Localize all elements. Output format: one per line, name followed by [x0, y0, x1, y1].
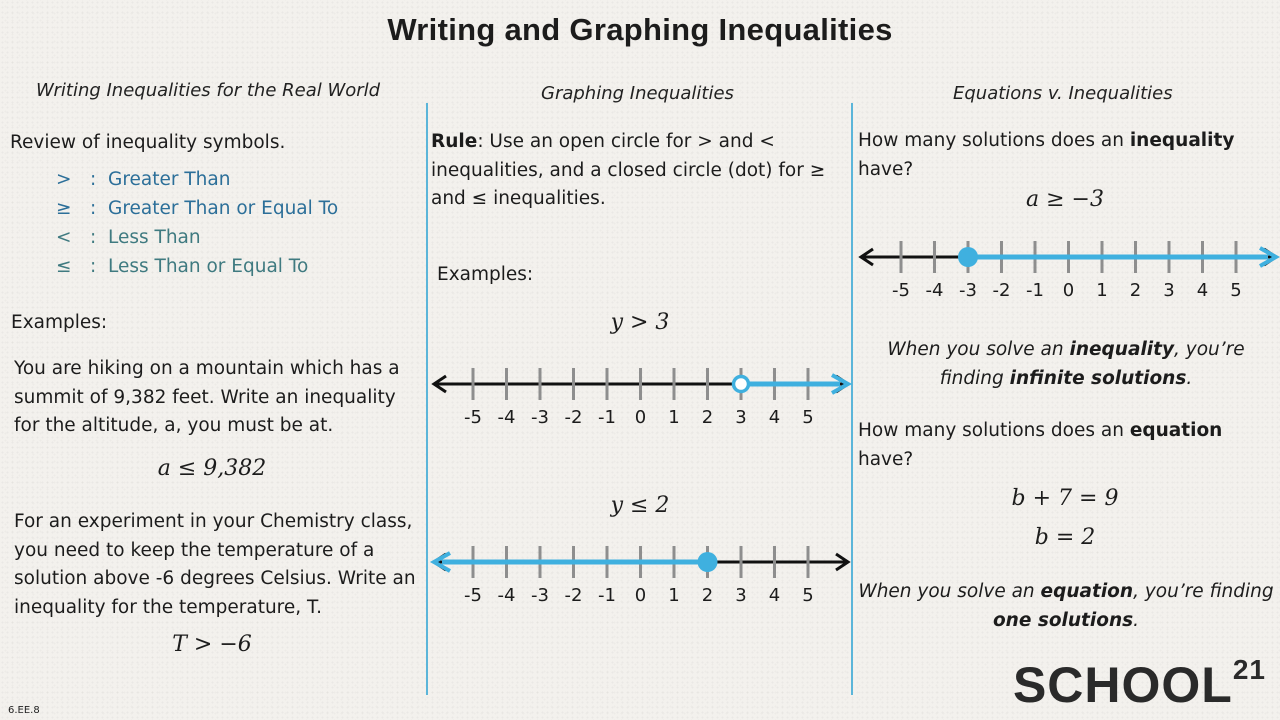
tick-label: 3: [735, 407, 747, 428]
col2-heading: Graphing Inequalities: [541, 83, 734, 104]
tick-label: -5: [464, 585, 482, 606]
symbol-label: Less Than: [108, 227, 201, 248]
tick-label: -2: [564, 585, 583, 606]
tick-label: 4: [768, 407, 781, 428]
symbol: ≤: [56, 256, 72, 277]
tick-label: 4: [768, 585, 781, 606]
open-circle: [734, 377, 749, 392]
number-line-y-le-2: [426, 537, 856, 612]
tick-label: -3: [531, 585, 549, 606]
question-inequality: How many solutions does an inequality have?: [858, 130, 1235, 180]
graph2-expression: y ≤ 2: [610, 493, 670, 518]
tick-label: 1: [1096, 280, 1108, 301]
tick-label: 2: [701, 585, 714, 606]
tick-label: 4: [1196, 280, 1209, 301]
tick-label: -3: [959, 280, 977, 301]
example2-answer: T > −6: [172, 632, 252, 657]
example1-text: You are hiking on a mountain which has a summit of 9,382 feet. Write an inequality for the altitude, a, you must be at.: [14, 358, 400, 436]
number-line-a-ge-neg3: [853, 232, 1280, 307]
tick-label: 5: [1230, 280, 1242, 301]
tick-label: -1: [1026, 280, 1044, 301]
tick-label: 1: [668, 585, 680, 606]
tick-label: 3: [1163, 280, 1175, 301]
note-equation: When you solve an equation, you’re finding one solutions.: [858, 581, 1274, 631]
tick-label: 2: [1129, 280, 1142, 301]
rule-label: Rule: [431, 131, 478, 152]
symbol-row-lt: < : Less Than: [56, 227, 201, 248]
number-line-y-gt-3: [426, 360, 856, 435]
example1-answer: a ≤ 9,382: [157, 456, 267, 481]
tick-label: -4: [925, 280, 944, 301]
col1-examples-label: Examples:: [11, 312, 108, 333]
symbol-row-gt: > : Greater Than: [56, 169, 231, 190]
tick-label: -3: [531, 407, 549, 428]
tick-label: 0: [634, 585, 647, 606]
col3-heading: Equations v. Inequalities: [953, 83, 1173, 104]
symbol: <: [56, 227, 72, 248]
tick-label: 2: [701, 407, 714, 428]
symbol: >: [56, 169, 72, 190]
tick-label: -2: [564, 407, 583, 428]
note-inequality: When you solve an inequality, you’re finding infinite solutions.: [887, 339, 1245, 389]
symbol-row-ge: ≥ : Greater Than or Equal To: [56, 198, 339, 219]
tick-label: -4: [497, 407, 516, 428]
school21-logo: SCHOOL$^{21}$: [1012, 654, 1266, 713]
tick-label: 1: [668, 407, 680, 428]
tick-label: -5: [464, 407, 482, 428]
symbol-label: Less Than or Equal To: [108, 256, 309, 277]
page-title: Writing and Graphing Inequalities: [387, 12, 893, 47]
tick-label: 5: [802, 407, 814, 428]
equation-step2: b = 2: [1034, 525, 1096, 550]
symbol-label: Greater Than: [108, 169, 231, 190]
example2-text: For an experiment in your Chemistry class, you need to keep the temperature of a solution above -6 degrees Celsius. Write an inequality for the temperature, T.: [14, 511, 416, 618]
rule-text: Rule: Use an open circle for > and < inequalities, and a closed circle (dot) for ≥ and ≤ inequalities.: [431, 131, 826, 209]
symbol: ≥: [56, 198, 72, 219]
tick-label: 0: [634, 407, 647, 428]
equation-step1: b + 7 = 9: [1011, 486, 1119, 511]
tick-label: -1: [598, 585, 616, 606]
symbol-row-le: ≤ : Less Than or Equal To: [56, 256, 309, 277]
standard-code: 6.EE.8: [8, 705, 40, 716]
graph1-expression: y > 3: [610, 310, 670, 335]
tick-label: 3: [735, 585, 747, 606]
col2-examples-label: Examples:: [437, 264, 534, 285]
symbol-label: Greater Than or Equal To: [108, 198, 339, 219]
col1-heading: Writing Inequalities for the Real World: [36, 80, 381, 101]
tick-label: -1: [598, 407, 616, 428]
tick-label: 5: [802, 585, 814, 606]
symbol-list: [56, 169, 338, 285]
col1-intro: Review of inequality symbols.: [10, 132, 286, 153]
question-equation: How many solutions does an equation have?: [858, 420, 1223, 470]
tick-label: 0: [1062, 280, 1075, 301]
tick-label: -4: [497, 585, 516, 606]
closed-circle: [698, 552, 718, 572]
graph3-expression: a ≥ −3: [1026, 187, 1104, 212]
tick-label: -5: [892, 280, 910, 301]
closed-circle: [958, 247, 978, 267]
tick-label: -2: [992, 280, 1011, 301]
